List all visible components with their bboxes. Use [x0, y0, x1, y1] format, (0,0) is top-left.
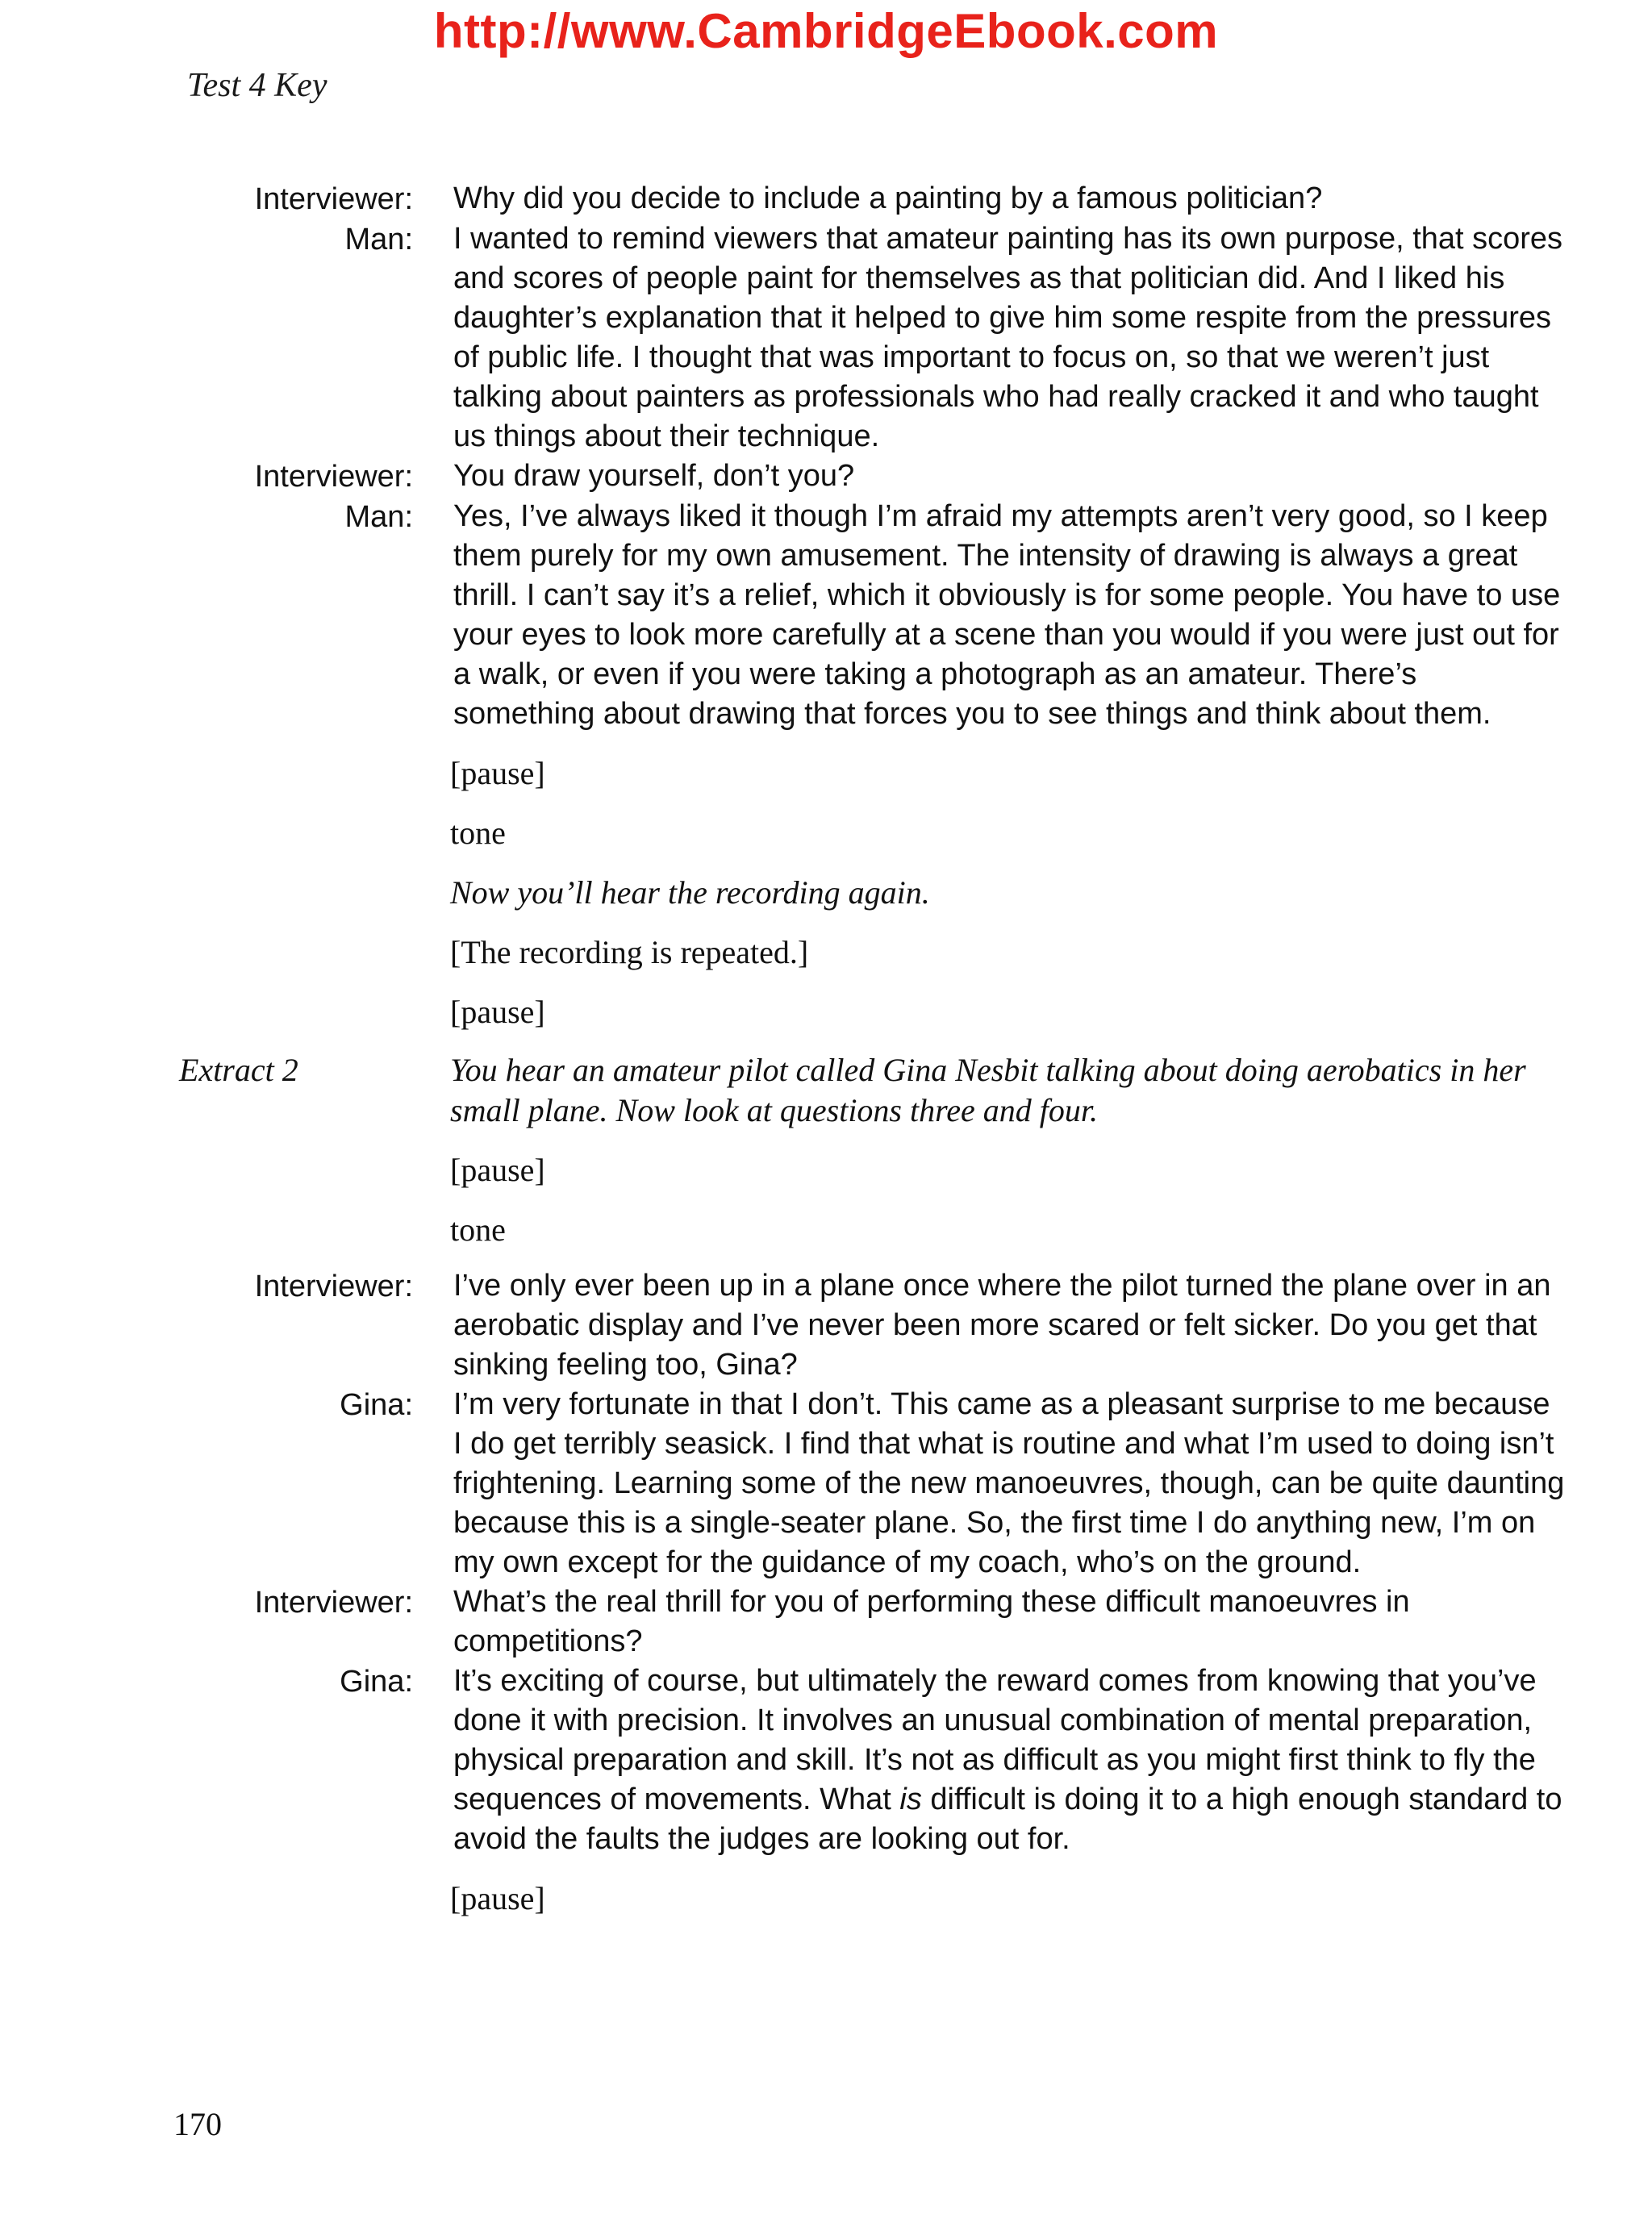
speaker-label: Man:	[344, 223, 413, 256]
speaker-label: Man:	[344, 500, 413, 534]
dialogue-row	[0, 497, 1652, 734]
dialogue-text: I wanted to remind viewers that amateur painting has its own purpose, that scores and scores of people paint for themselves as that politician did. And I liked his daughter’s explanation that it helped to give him some respite from the pressures of public life. I thought that was important to focus on, so that we weren’t just talking about painters as professionals who had really cracked it and who taught us things about their technique.	[453, 222, 1563, 453]
emphasis-text: is	[899, 1783, 922, 1816]
dialogue-text	[419, 1662, 1565, 1859]
extract-header	[0, 1050, 1652, 1131]
running-head: Test 4 Key	[187, 67, 327, 104]
dialogue-row	[0, 1582, 1652, 1662]
dialogue-text: Yes, I’ve always liked it though I’m afraid my attempts aren’t very good, so I keep them purely for my own amusement. The intensity of drawing is always a great thrill. I can’t say it’s a relief, which it obviously is for some people. You have to use your eyes to look more carefully at a scene than you would if you were just out for a walk, or even if you were taking a photograph as an amateur. There’s something about drawing that forces you to see things and think about them.	[453, 499, 1561, 731]
transcript	[0, 179, 1652, 1919]
stage-direction-tone: tone	[450, 815, 506, 851]
speaker-label: Interviewer:	[254, 1586, 413, 1620]
dialogue-text: Why did you decide to include a painting by a famous politician?	[453, 181, 1323, 215]
dialogue-row	[0, 219, 1652, 457]
dialogue-row	[0, 457, 1652, 497]
speaker-label: Interviewer:	[254, 460, 413, 494]
dialogue-text-part: It’s exciting of course, but ultimately the reward comes from knowing that you’ve done it with precision. It involves an unusual combination of mental preparation, physical preparation and skill. It’s not as difficult as you might first think to fly the sequences of movements. What	[453, 1664, 1537, 1816]
stage-direction-pause: [pause]	[450, 1152, 545, 1188]
watermark-url: http://www.CambridgeEbook.com	[433, 4, 1219, 58]
page-number: 170	[173, 2106, 222, 2142]
dialogue-row	[0, 179, 1652, 219]
stage-direction-again: Now you’ll hear the recording again.	[450, 874, 930, 911]
stage-direction-pause: [pause]	[450, 755, 545, 791]
speaker-label: Gina:	[340, 1388, 413, 1422]
dialogue-text: I’m very fortunate in that I don’t. This came as a pleasant surprise to me because I do get terribly seasick. I find that what is routine and what I’m used to doing isn’t frightening. Learning some of the new manoeuvres, though, can be quite daunting because this is a single-seater plane. So, the first time I do anything new, I’m on my own except for the guidance of my coach, who’s on the ground.	[453, 1387, 1565, 1579]
dialogue-row	[0, 1662, 1652, 1859]
stage-direction-pause: [pause]	[450, 994, 545, 1030]
speaker-label: Gina:	[340, 1665, 413, 1699]
dialogue-row	[0, 1385, 1652, 1582]
dialogue-text: You draw yourself, don’t you?	[453, 459, 855, 493]
extract-label: Extract 2	[179, 1052, 298, 1088]
dialogue-row	[0, 1266, 1652, 1385]
dialogue-text-part: difficult is doing it to a high enough standard to avoid the faults the judges are looking out for.	[453, 1783, 1562, 1856]
speaker-label: Interviewer:	[254, 1270, 413, 1303]
speaker-label: Interviewer:	[254, 182, 413, 216]
stage-direction-repeated: [The recording is repeated.]	[450, 934, 809, 970]
extract-intro: You hear an amateur pilot called Gina Nesbit talking about doing aerobatics in her small plane. Now look at questions three and four.	[450, 1052, 1526, 1128]
dialogue-text: I’ve only ever been up in a plane once where the pilot turned the plane over in an aerobatic display and I’ve never been more scared or felt sicker. Do you get that sinking feeling too, Gina?	[453, 1269, 1551, 1382]
stage-direction-tone: tone	[450, 1211, 506, 1248]
stage-direction-pause: [pause]	[450, 1880, 545, 1916]
dialogue-text: What’s the real thrill for you of performing these difficult manoeuvres in competitions?	[453, 1585, 1410, 1658]
